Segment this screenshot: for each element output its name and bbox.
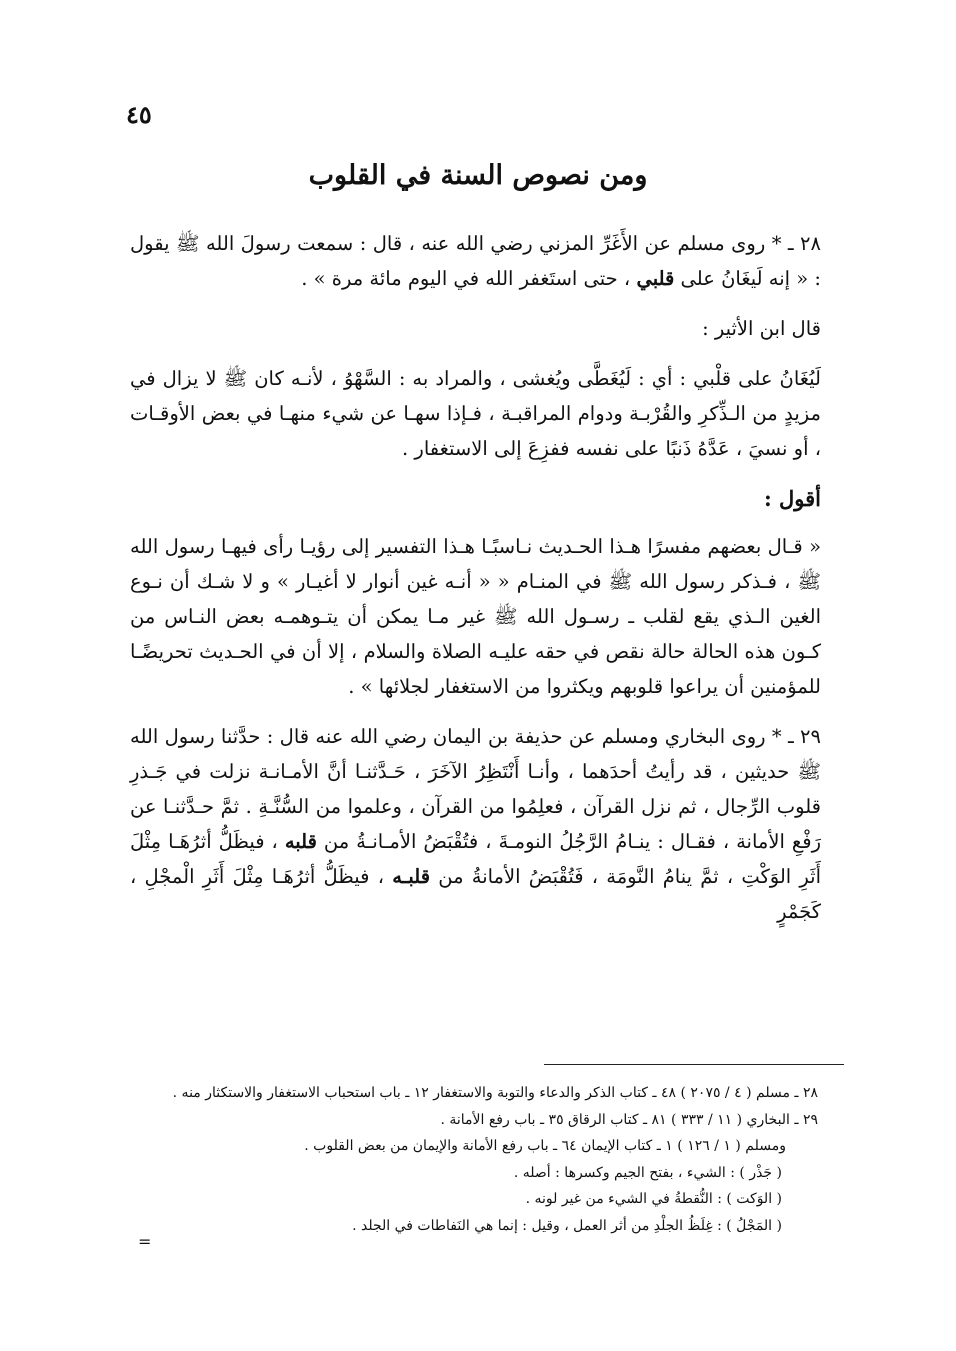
hadith-29 [130, 719, 821, 929]
footnote-wakt: ( الوَكت ) : النُّقطةُ في الشيء من غير لونه . [525, 1191, 782, 1207]
hadith-28-text-b: ، حتى استَغفر الله في اليوم مائة مرة » . [301, 267, 637, 290]
hadith-28-strong: قلبي [636, 267, 675, 290]
hadith-28-text-a: ٢٨ ـ * روى مسلم عن الأَغَرِّ المزني رضي الله عنه ، قال : سمعت رسولَ الله ﷺ يقول : « إنه لَيغَانُ على [130, 232, 821, 290]
footnote-28: ٢٨ ـ مسلم ( ٤ / ٢٠٧٥ ) ٤٨ ـ كتاب الذكر والدعاء والتوبة والاستغفار ١٢ ـ باب استحباب الاستغفار والاستكثار منه . [172, 1085, 818, 1101]
main-text [130, 226, 821, 942]
footnote-jadhr: ( جَذْر ) : الشيء ، بفتح الجيم وكسرها : أصله . [513, 1164, 782, 1181]
page-title: ومن نصوص السنة في القلوب [308, 160, 648, 191]
footnote-majl: ( المَجْلُ ) : غِلَظُ الجلْدِ من أثر العمل ، وقيل : إنما هي النَفاطات في الجلد . [352, 1217, 782, 1234]
aqulu-text: « قـال بعضهم مفسرًا هـذا الحـديث نـاسبًـا هـذا التفسير إلى رؤيـا رأى فيهـا رسول الله ﷺ ، فـذكر رسول الله ﷺ في المنـام « « أنـه غين أنوار لا أغيـار » و لا شـك أن نـوع الغين الـذي يقع لقلب ـ رسـول الله ﷺ غير مـا يمكن أن يتـوهمـه بعض النـاس من كـون هذه الحالة حالة نقص في حقه عليـه الصلاة والسلام ، إلا أن في الحـديث تحريضًـا للمؤمنين أن يراعوا قلوبهم ويكثروا من الاستغفار لجلائها » . [130, 535, 821, 698]
hadith-29-text-a: ٢٩ ـ * روى البخاري ومسلم عن حذيفة بن اليمان رضي الله عنه قال : حدَّثنا رسول الله ﷺ حديثين ، قد رأيتُ أحدَهما ، وأنـا أَنْتَظِرُ الآخَرَ ، حَـدَّثنـا أنَّ الأمـانـة نزلت في جَـذرِ قلوب الرِّجال ، ثم نزل القرآن ، فعلِمُوا من القرآن ، وعلموا من السُّنَّـةِ . ثمَّ حـدَّثنـا عن رَفْعِ الأمانة ، فقـال : ينـامُ الرَّجُلُ النومـةَ ، فتُقْبَضُ الأمـانـةُ من [130, 725, 821, 853]
hadith-29-text-c: ، فيظَلُّ أثرُهَـا مِثْلَ أَثَرِ الْمجْلِ ، كَجَمْرٍ [130, 865, 821, 923]
hadith-28 [130, 226, 821, 296]
page-number: ٤٥ [126, 100, 152, 129]
footnote-29-muslim: ومسلم ( ١ / ١٢٦ ) ١ ـ كتاب الإيمان ٦٤ ـ باب رفع الأمانة والإيمان من بعض القلوب . [304, 1138, 786, 1154]
footnotes [130, 1080, 818, 1239]
hadith-29-strong-2: قلبـه [392, 865, 431, 888]
ibn-athir-label: قال ابن الأثير : [702, 317, 821, 340]
ibn-athir-text: لَيُغَانُ على قلْبي : أي : لَيُغَطَّى ويُغشى ، والمراد به : السَّهْوُ ، لأنـه كان ﷺ لا يزال في مزيدٍ من الـذِّكرِ والقُرْبـة ودوام المراقبـة ، فـإذا سهـا عن شيء منهـا في بعض الأوقـات ، أو نسيَ ، عَدَّهُ ذَنبًا على نفسه ففزِعَ إلى الاستغفار . [130, 367, 821, 460]
hadith-29-strong-1: قلبه [284, 830, 317, 853]
aqulu-heading: أقول : [763, 486, 821, 511]
footnote-divider [544, 1064, 844, 1065]
continuation-mark: = [138, 1232, 152, 1251]
hadith-29-text-b: ، فيظَلُّ أثرُهَـا مِثْلَ أَثَرِ الوَكْتِ ، ثمَّ ينامُ النَّومَة ، فَتُقْبَضُ الأمانةُ من [130, 830, 821, 888]
footnote-29: ٢٩ ـ البخاري ( ١١ / ٣٣٣ ) ٨١ ـ كتاب الرقاق ٣٥ ـ باب رفع الأمانة . [440, 1111, 818, 1128]
